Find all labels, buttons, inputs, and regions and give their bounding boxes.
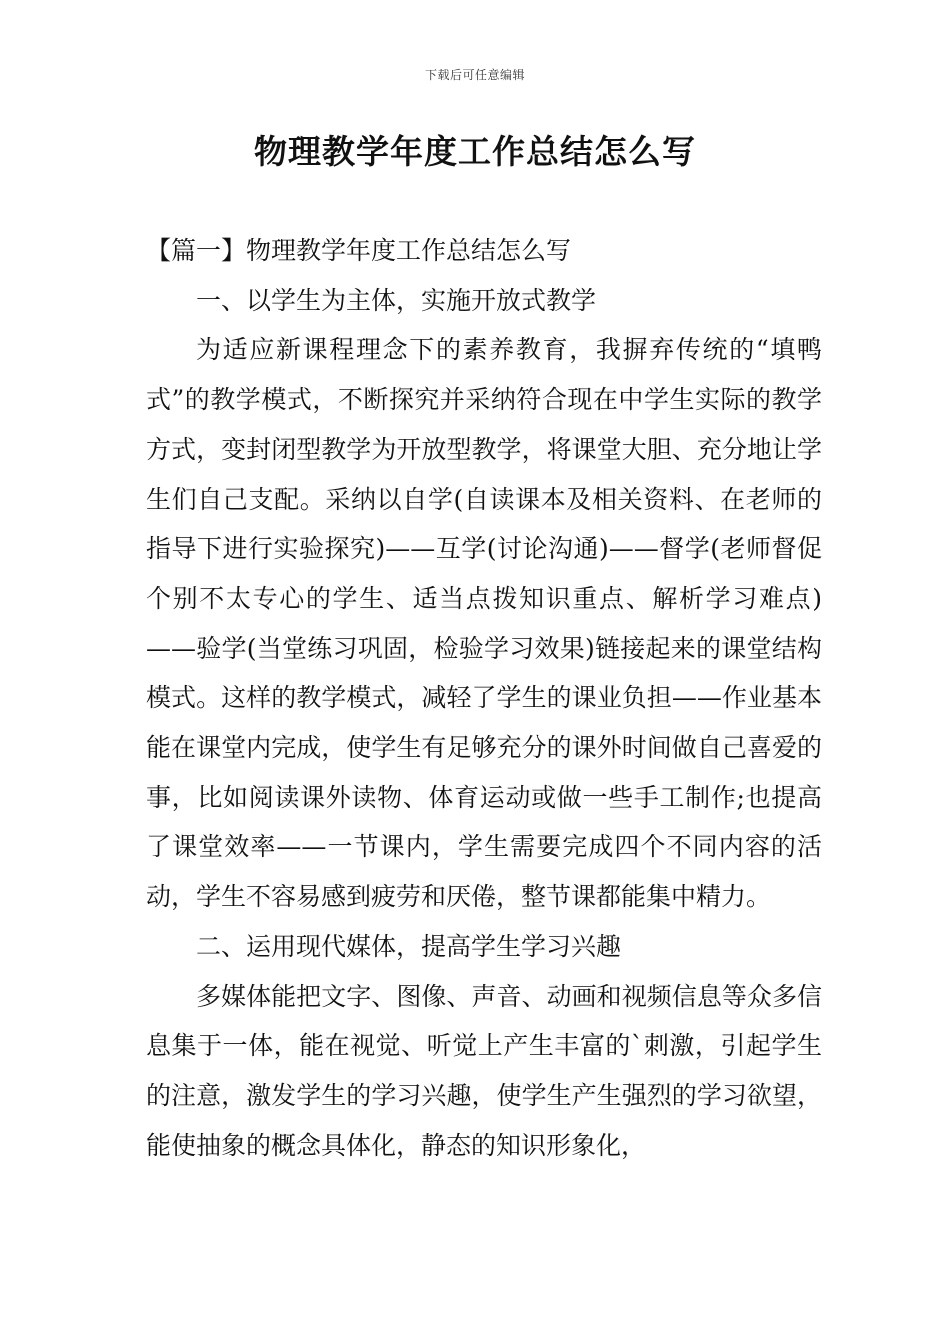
paragraph-2: 多媒体能把文字、图像、声音、动画和视频信息等众多信息集于一体，能在视觉、听觉上产生丰富的`刺激，引起学生的注意，激发学生的学习兴趣，使学生产生强烈的学习欲望，能使抽象的概念具体化，静态的知识形象化， (146, 981, 822, 1160)
header-note: 下载后可任意编辑 (424, 68, 525, 82)
document-title: 物理教学年度工作总结怎么写 (254, 132, 696, 171)
section-heading: 【篇一】物理教学年度工作总结怎么写 (146, 236, 572, 265)
subheading-2: 二、运用现代媒体，提高学生学习兴趣 (196, 931, 622, 961)
paragraph-1: 为适应新课程理念下的素养教育，我摒弃传统的“填鸭式”的教学模式，不断探究并采纳符合现在中学生实际的教学方式，变封闭型教学为开放型教学，将课堂大胆、充分地让学生们自己支配。采纳以自学(自读课本及相关资料、在老师的指导下进行实验探究)——互学(讨论沟通)——督学(老师督促个别不太专心的学生、适当点拨知识重点、解析学习难点)——验学(当堂练习巩固，检验学习效果)链接起来的课堂结构模式。这样的教学模式，减轻了学生的课业负担——作业基本能在课堂内完成，使学生有足够充分的课外时间做自己喜爱的事，比如阅读课外读物、体育运动或做一些手工制作;也提高了课堂效率——一节课内，学生需要完成四个不同内容的活动，学生不容易感到疲劳和厌倦，整节课都能集中精力。 (146, 335, 822, 912)
subheading-1: 一、以学生为主体，实施开放式教学 (196, 285, 597, 315)
document-body (146, 226, 822, 1170)
